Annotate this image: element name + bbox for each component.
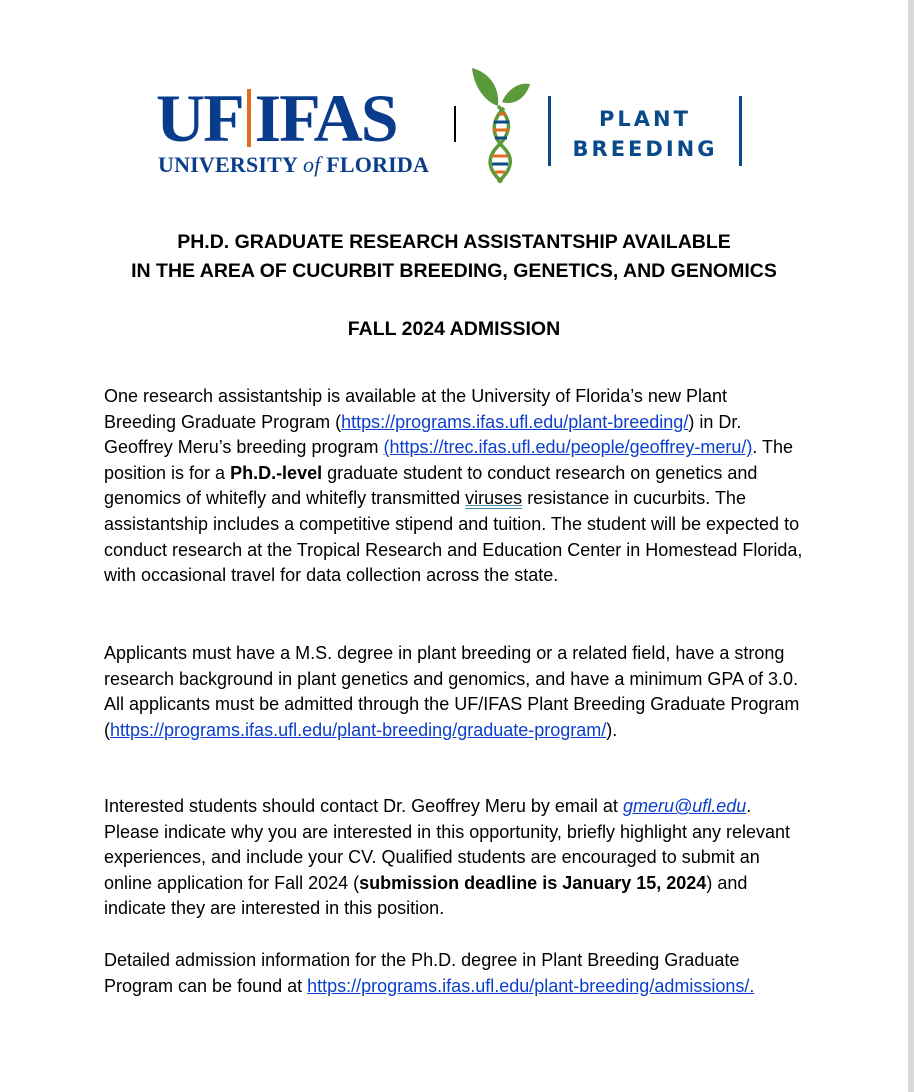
- header-logos: [150, 58, 750, 188]
- uf-subline: [158, 152, 429, 178]
- meru-profile-link[interactable]: (https://trec.ifas.ufl.edu/people/geoffrey-meru/): [383, 437, 753, 458]
- paragraph-admissions: [104, 948, 804, 999]
- title-line-1: PH.D. GRADUATE RESEARCH ASSISTANTSHIP AVAILABLE: [177, 231, 731, 253]
- uf-subline-a: UNIVERSITY: [158, 152, 304, 177]
- p4-text-1: Detailed admission information for the Ph.D. degree in Plant Breeding Graduate Program can be found at: [104, 950, 740, 996]
- uf-wordmark-right: IFAS: [254, 80, 397, 156]
- admissions-link[interactable]: https://programs.ifas.ufl.edu/plant-breeding/admissions/.: [307, 975, 755, 996]
- page-edge-rule: [908, 0, 914, 1092]
- p3-text-2: . Please indicate why you are interested in this opportunity, briefly highlight any relevant experiences, and include your CV. Qualified students are encouraged to submit an online application for Fall 2024 (: [104, 796, 791, 893]
- p1-text-5: resistance in cucurbits. The assistantship includes a competitive stipend and tuition. The student will be expected to conduct research at the Tropical Research and Education Center in Homestead Florida, with occasional travel for data collection across the state.: [104, 488, 803, 586]
- title-block: [0, 228, 908, 286]
- p1-text-2: ) in Dr. Geoffrey Meru’s breeding program: [104, 411, 742, 458]
- p1-bold-phd: Ph.D.-level: [230, 462, 323, 483]
- uf-wordmark-bar: [247, 89, 251, 147]
- uf-wordmark-left: UF: [156, 80, 243, 156]
- graduate-program-link[interactable]: https://programs.ifas.ufl.edu/plant-breeding/graduate-program/: [110, 719, 607, 740]
- p1-text-3: . The position is for a: [104, 437, 794, 483]
- email-link[interactable]: gmeru@ufl.edu: [622, 796, 747, 816]
- p2-text-1: Applicants must have a M.S. degree in plant breeding or a related field, have a strong research background in plant genetics and genomics, and have a minimum GPA of 3.0. All applicants must be admitted through the UF/IFAS Plant Breeding Graduate Program (: [104, 643, 800, 740]
- p2-text-2: ).: [606, 719, 618, 740]
- pb-divider-right: [739, 96, 742, 166]
- paragraph-requirements: [104, 641, 804, 743]
- logo-divider: [454, 106, 456, 142]
- p1-text-1: One research assistantship is available at the University of Florida’s new Plant Breeding Graduate Program (: [104, 386, 727, 432]
- plant-breeding-program-link[interactable]: https://programs.ifas.ufl.edu/plant-breeding/: [341, 411, 689, 432]
- p3-text-1: Interested students should contact Dr. Geoffrey Meru by email at: [104, 796, 623, 816]
- uf-ifas-wordmark: [156, 80, 397, 156]
- p3-bold-deadline: submission deadline is January 15, 2024: [359, 872, 707, 893]
- uf-subline-of: of: [303, 152, 321, 177]
- title-line-2: IN THE AREA OF CUCURBIT BREEDING, GENETICS, AND GENOMICS: [131, 260, 777, 282]
- pb-divider-left: [548, 96, 551, 166]
- p3-text-3: ) and indicate they are interested in this position.: [104, 872, 748, 919]
- plant-breeding-logo: [554, 104, 736, 164]
- uf-subline-b: FLORIDA: [320, 152, 430, 177]
- dna-plant-icon: [468, 62, 532, 184]
- paragraph-contact: [104, 794, 804, 922]
- pb-line2: BREEDING: [572, 137, 718, 161]
- p1-text-4: graduate student to conduct research on genetics and genomics of whitefly and whitefly transmitted: [104, 462, 758, 509]
- pb-line1: PLANT: [599, 107, 691, 131]
- p1-squiggle-word: viruses: [465, 488, 523, 509]
- admission-heading: FALL 2024 ADMISSION: [347, 318, 561, 340]
- uf-ifas-logo: [156, 80, 430, 181]
- paragraph-position: [104, 384, 804, 589]
